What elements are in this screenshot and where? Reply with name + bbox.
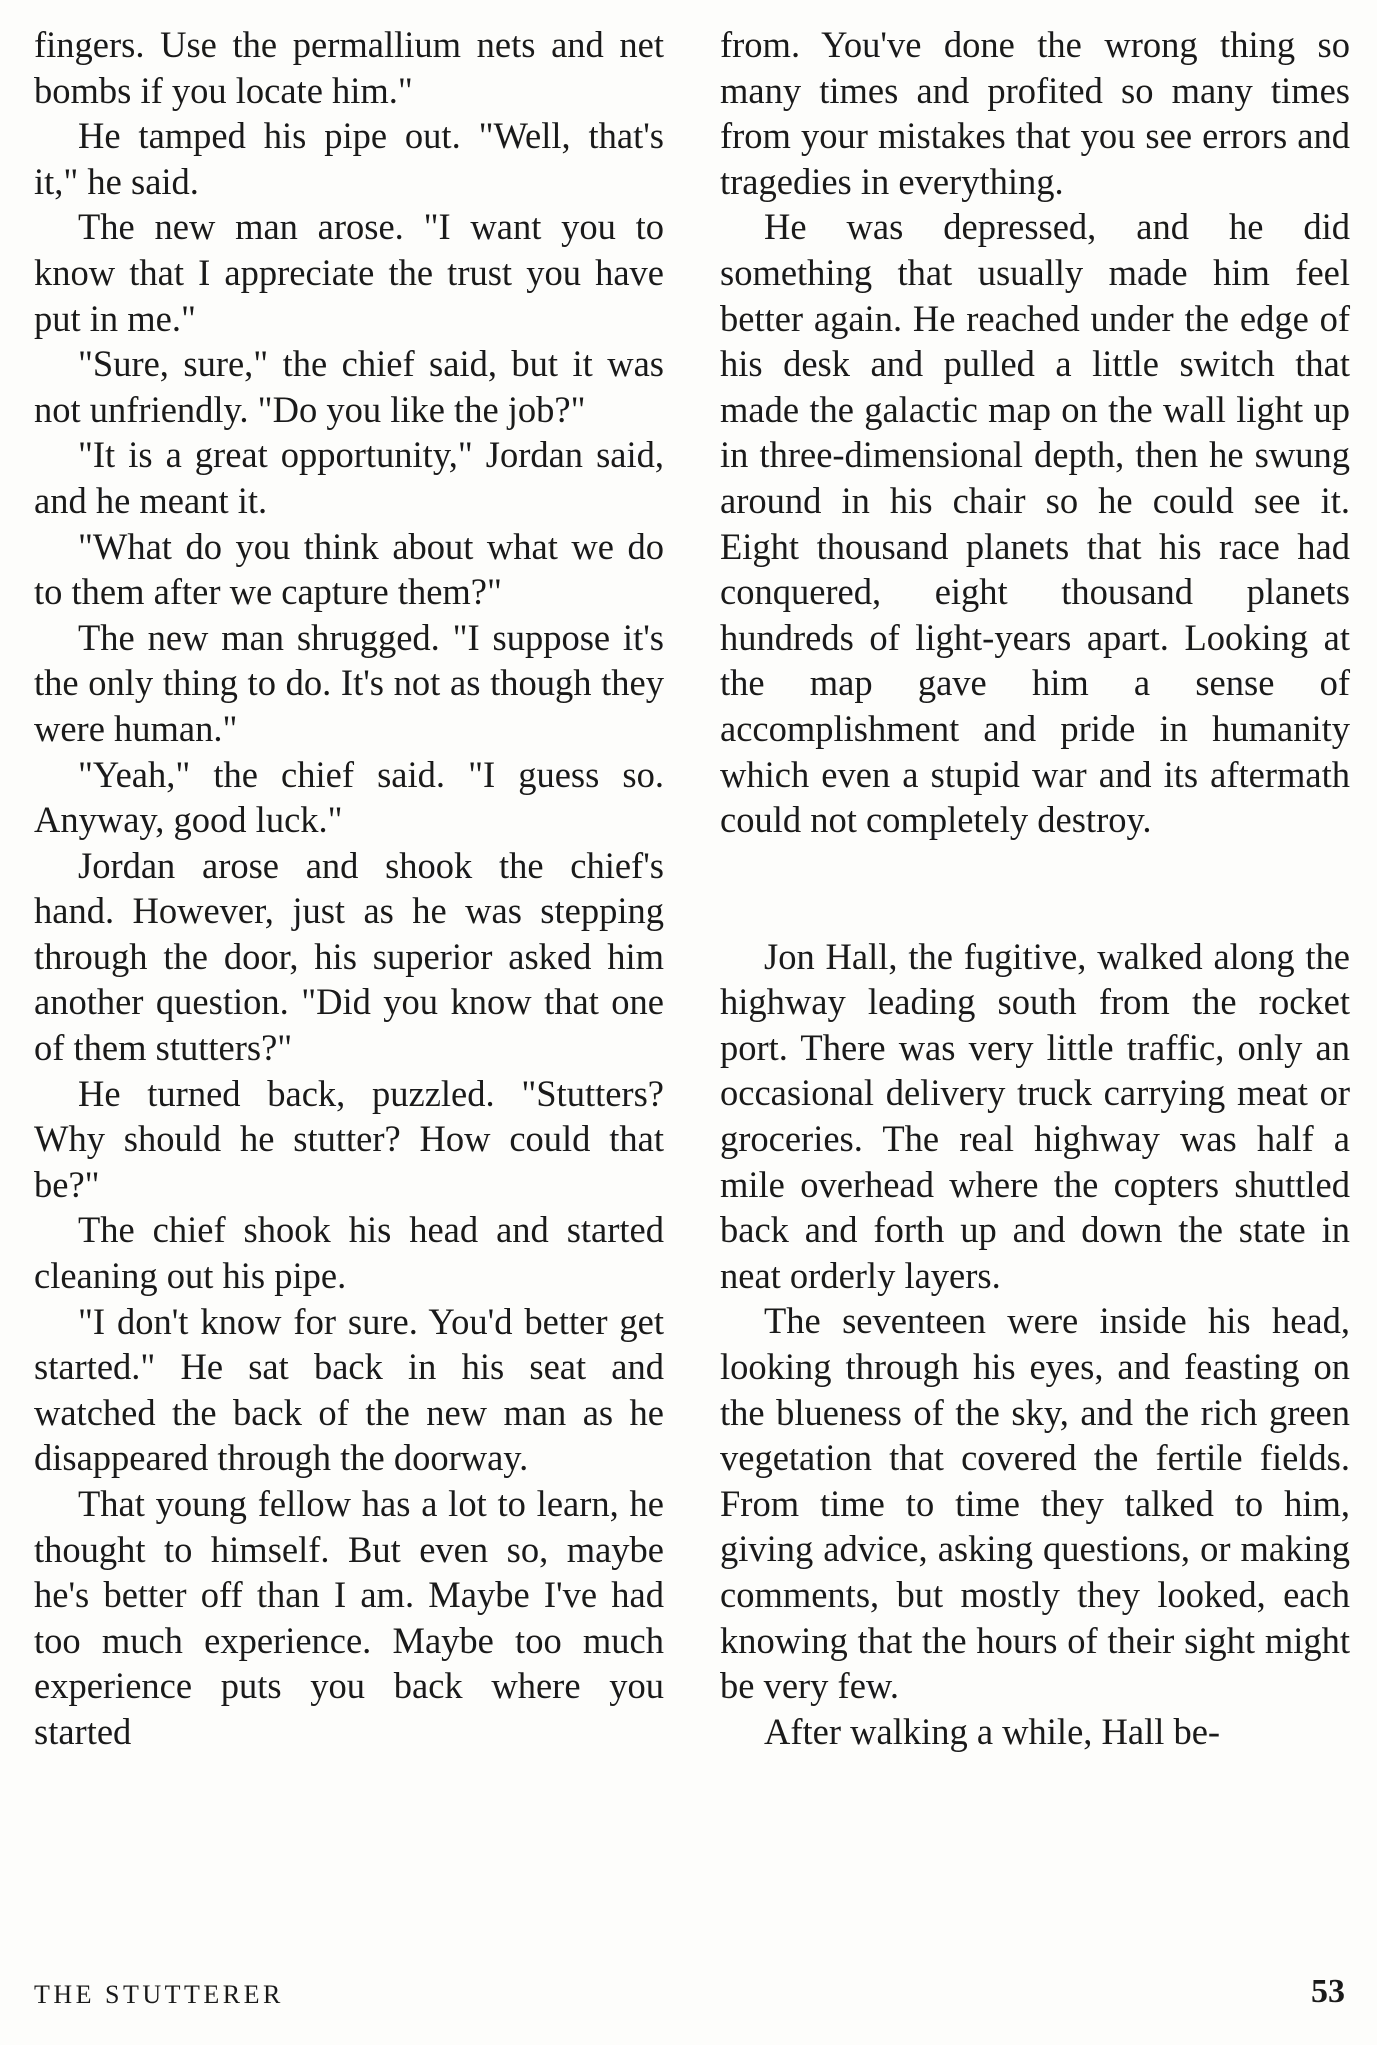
paragraph: The new man arose. "I want you to know that I appreciate the trust you have put in me." (34, 206, 664, 339)
paragraph: "Sure, sure," the chief said, but it was not unfriendly. "Do you like the job?" (34, 343, 664, 430)
paragraph: He was depressed, and he did something that usually made him feel better again. He reached under the edge of his desk and pulled a little switch that made the galactic map on the wall light up in three-dimensional depth, then he swung around in his chair so he could see it. Eight thousand planets that his race had conquered, eight thousand planets hundreds of light-years apart. Looking at the map gave him a sense of accomplishment and pride in humanity which even a stupid war and its aftermath could not completely destroy. (720, 206, 1350, 841)
paragraph: "What do you think about what we do to them after we capture them?" (34, 525, 664, 613)
paragraph: fingers. Use the permallium nets and net bombs if you locate him." (34, 24, 664, 111)
paragraph: "I don't know for sure. You'd better get started." He sat back in his seat and watched the back of the new man as he disappeared through the doorway. (34, 1300, 664, 1479)
paragraph: That young fellow has a lot to learn, he thought to himself. But even so, maybe he's better off than I am. Maybe I've had too much experience. Maybe too much experience puts you back where you started (34, 1483, 664, 1752)
left-column (34, 22, 664, 1755)
section-break (720, 843, 1350, 934)
paragraph: The new man shrugged. "I suppose it's the only thing to do. It's not as though they were human." (34, 616, 664, 749)
paragraph: After walking a while, Hall be- (764, 1710, 1221, 1752)
right-column (720, 22, 1350, 1754)
paragraph: "Yeah," the chief said. "I guess so. Anyway, good luck." (34, 753, 664, 841)
paragraph: He turned back, puzzled. "Stutters? Why should he stutter? How could that be?" (34, 1072, 664, 1205)
paragraph: The seventeen were inside his head, looking through his eyes, and feasting on the blueness of the sky, and the rich green vegetation that covered the fertile fields. From time to time they talked to him, giving advice, asking questions, or making comments, but mostly they looked, each knowing that the hours of their sight might be very few. (720, 1300, 1350, 1707)
paragraph: "It is a great opportunity," Jordan said, and he meant it. (34, 434, 664, 521)
paragraph: The chief shook his head and started cleaning out his pipe. (34, 1209, 664, 1297)
paragraph: He tamped his pipe out. "Well, that's it," he said. (34, 115, 664, 202)
paragraph: Jordan arose and shook the chief's hand. However, just as he was stepping through the door, his superior asked him another question. "Did you know that one of them stutters?" (34, 844, 664, 1069)
paragraph: Jon Hall, the fugitive, walked along the highway leading south from the rocket port. There was very little traffic, only an occasional delivery truck carrying meat or groceries. The real highway was half a mile overhead where the copters shuttled back and forth up and down the state in neat orderly layers. (720, 935, 1350, 1296)
page-number: 53 (1311, 1973, 1345, 2010)
paragraph: from. You've done the wrong thing so many times and profited so many times from your mistakes that you see errors and tragedies in everything. (720, 24, 1350, 202)
running-footer-title: THE STUTTERER (34, 1980, 284, 2009)
